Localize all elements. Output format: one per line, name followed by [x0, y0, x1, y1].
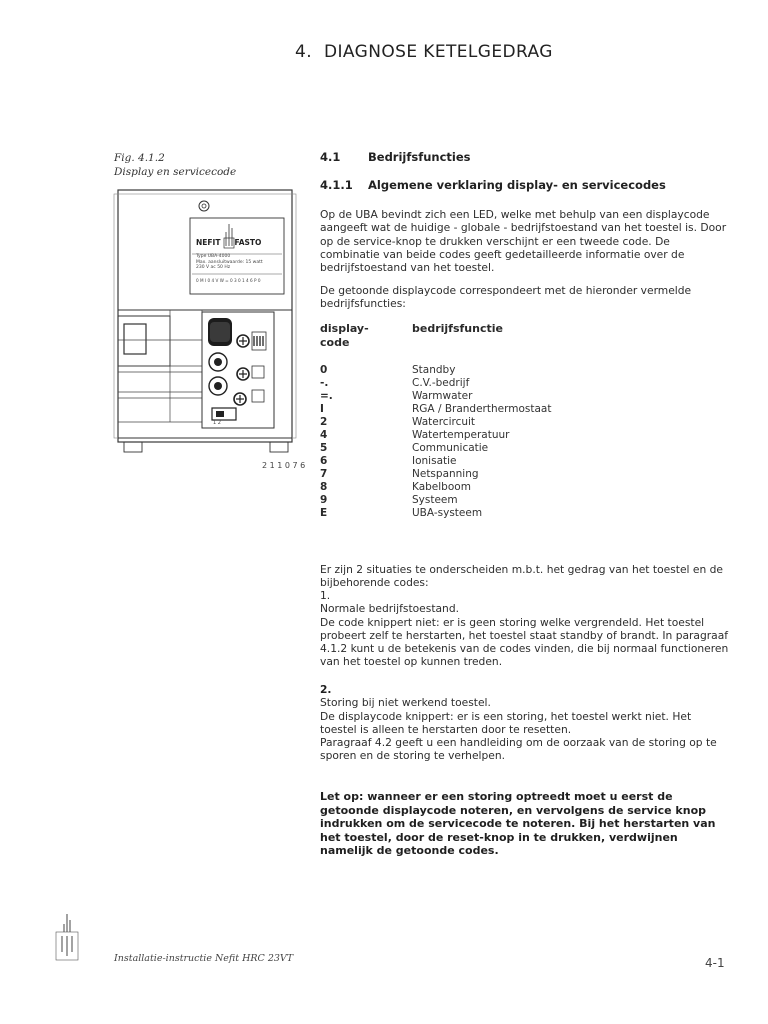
figure-number: 2 1 1 0 7 6	[262, 461, 306, 470]
table-row-code: =.	[320, 390, 333, 402]
table-row-code: 8	[320, 481, 328, 493]
situation-1-number: 1.	[320, 589, 331, 602]
table-header-code-line1: display-	[320, 322, 369, 335]
footer-text: Installatie-instructie Nefit HRC 23VT	[114, 953, 294, 964]
uba-control-unit-illustration	[112, 186, 302, 468]
table-row-code: 4	[320, 429, 328, 441]
temperature-knob-1	[237, 335, 249, 347]
table-row-code: 9	[320, 494, 328, 506]
switch-labels: 1 2	[213, 420, 221, 426]
situation-1-text: De code knippert niet: er is geen storing welke vergrendeld. Het toestel probeert zelf te herstarten, het toestel staat standby of brandt. In paragraaf 4.1.2 kunt u de betekenis van de codes vinden, die bij normaal functioneren van het toestel op kunnen treden.	[320, 615, 729, 669]
situation-2-number: 2.	[320, 683, 332, 696]
subsection-title: Algemene verklaring display- en servicecodes	[368, 178, 666, 192]
table-row-function: Netspanning	[412, 468, 479, 480]
nameplate-line-voltage: 230 V ac 50 Hz	[196, 265, 231, 270]
page-number: 4-1	[705, 956, 725, 970]
figure-caption-number: Fig. 4.1.2	[114, 152, 165, 164]
table-row-code: 2	[320, 416, 328, 428]
table-header-code-line2: code	[320, 336, 350, 349]
table-header-function: bedrijfsfunctie	[412, 322, 503, 335]
table-row-function: Communicatie	[412, 442, 489, 454]
situation-2-title: Storing bij niet werkend toestel.	[320, 696, 491, 710]
table-row-function: Systeem	[412, 494, 458, 506]
table-row-function: Watertemperatuur	[412, 429, 510, 441]
table-row-function: Watercircuit	[412, 416, 476, 428]
situation-1-title: Normale bedrijfstoestand.	[320, 602, 460, 616]
temperature-knob-2	[237, 368, 249, 380]
nameplate-brand	[196, 238, 261, 247]
figure-caption-title: Display en servicecode	[114, 166, 237, 178]
chapter-number: 4.	[295, 42, 313, 62]
nameplate-serial: 0 M I 0 4 V W = 0 3 0 1 4 6 P 0	[196, 278, 261, 283]
section-title: Bedrijfsfuncties	[368, 150, 471, 164]
warning-note: Let op: wanneer er een storing optreedt moet u eerst de getoonde displaycode noteren, en vervolgens de service knop indrukken om de servicecode te noteren. Bij het herstarten van het toestel, door de reset-knop in te drukken, verdwijnen namelijk de getoonde codes.	[320, 790, 716, 857]
temperature-knob-3	[234, 393, 246, 405]
situation-1	[320, 589, 730, 669]
nameplate-line-type: Type UBA-4000	[196, 254, 231, 259]
table-row-function: Ionisatie	[412, 455, 457, 467]
table-row-function: C.V.-bedrijf	[412, 377, 470, 389]
table-row-function: UBA-systeem	[412, 507, 483, 519]
table-row-function: RGA / Branderthermostaat	[412, 403, 552, 415]
chapter-title: DIAGNOSE KETELGEDRAG	[324, 42, 553, 62]
intro-paragraph: Op de UBA bevindt zich een LED, welke met behulp van een displaycode aangeeft wat de huidige - globale - bedrijfstoestand van het toestel is. Door op de service-knop te drukken verschijnt er een tweede code. De combinatie van beide codes geeft gedetailleerde informatie over de bedrijfstoestand van het toestel.	[320, 208, 727, 275]
table-row-code: 7	[320, 468, 328, 480]
chapter-heading	[295, 42, 553, 62]
table-row-code: 5	[320, 442, 328, 454]
nameplate-specs	[196, 254, 263, 271]
table-row-code: I	[320, 403, 324, 415]
displaycode-paragraph: De getoonde displaycode correspondeert met de hieronder vermelde bedrijfsfuncties:	[320, 284, 692, 311]
section-heading-4-1	[320, 150, 470, 164]
nameplate-brand-left: NEFIT	[196, 238, 221, 247]
table-row-function: Kabelboom	[412, 481, 471, 493]
nefit-flame-logo	[52, 912, 82, 964]
situation-2-text-1: De displaycode knippert: er is een storing, het toestel werkt niet. Het toestel is alleen te herstarten door te resetten.	[320, 709, 692, 736]
section-number: 4.1	[320, 150, 341, 164]
subsection-number: 4.1.1	[320, 178, 353, 192]
table-row-function: Standby	[412, 364, 456, 376]
nameplate-line-power: Max. aansluitwaarde: 15 watt	[196, 259, 263, 265]
table-row-code: E	[320, 507, 328, 519]
situation-2-text-2: Paragraaf 4.2 geeft u een handleiding om de oorzaak van de storing op te sporen en de storing te verhelpen.	[320, 736, 717, 763]
situation-2	[320, 683, 730, 763]
section-heading-4-1-1	[320, 178, 666, 192]
table-row-function: Warmwater	[412, 390, 473, 402]
table-row-code: 6	[320, 455, 328, 467]
nameplate-brand-right: FASTO	[234, 238, 262, 247]
table-row-code: 0	[320, 364, 328, 376]
table-header-code	[320, 322, 369, 350]
table-row-code: -.	[320, 377, 329, 389]
situations-intro: Er zijn 2 situaties te onderscheiden m.b.t. het gedrag van het toestel en de bijbehorende codes:	[320, 563, 724, 590]
